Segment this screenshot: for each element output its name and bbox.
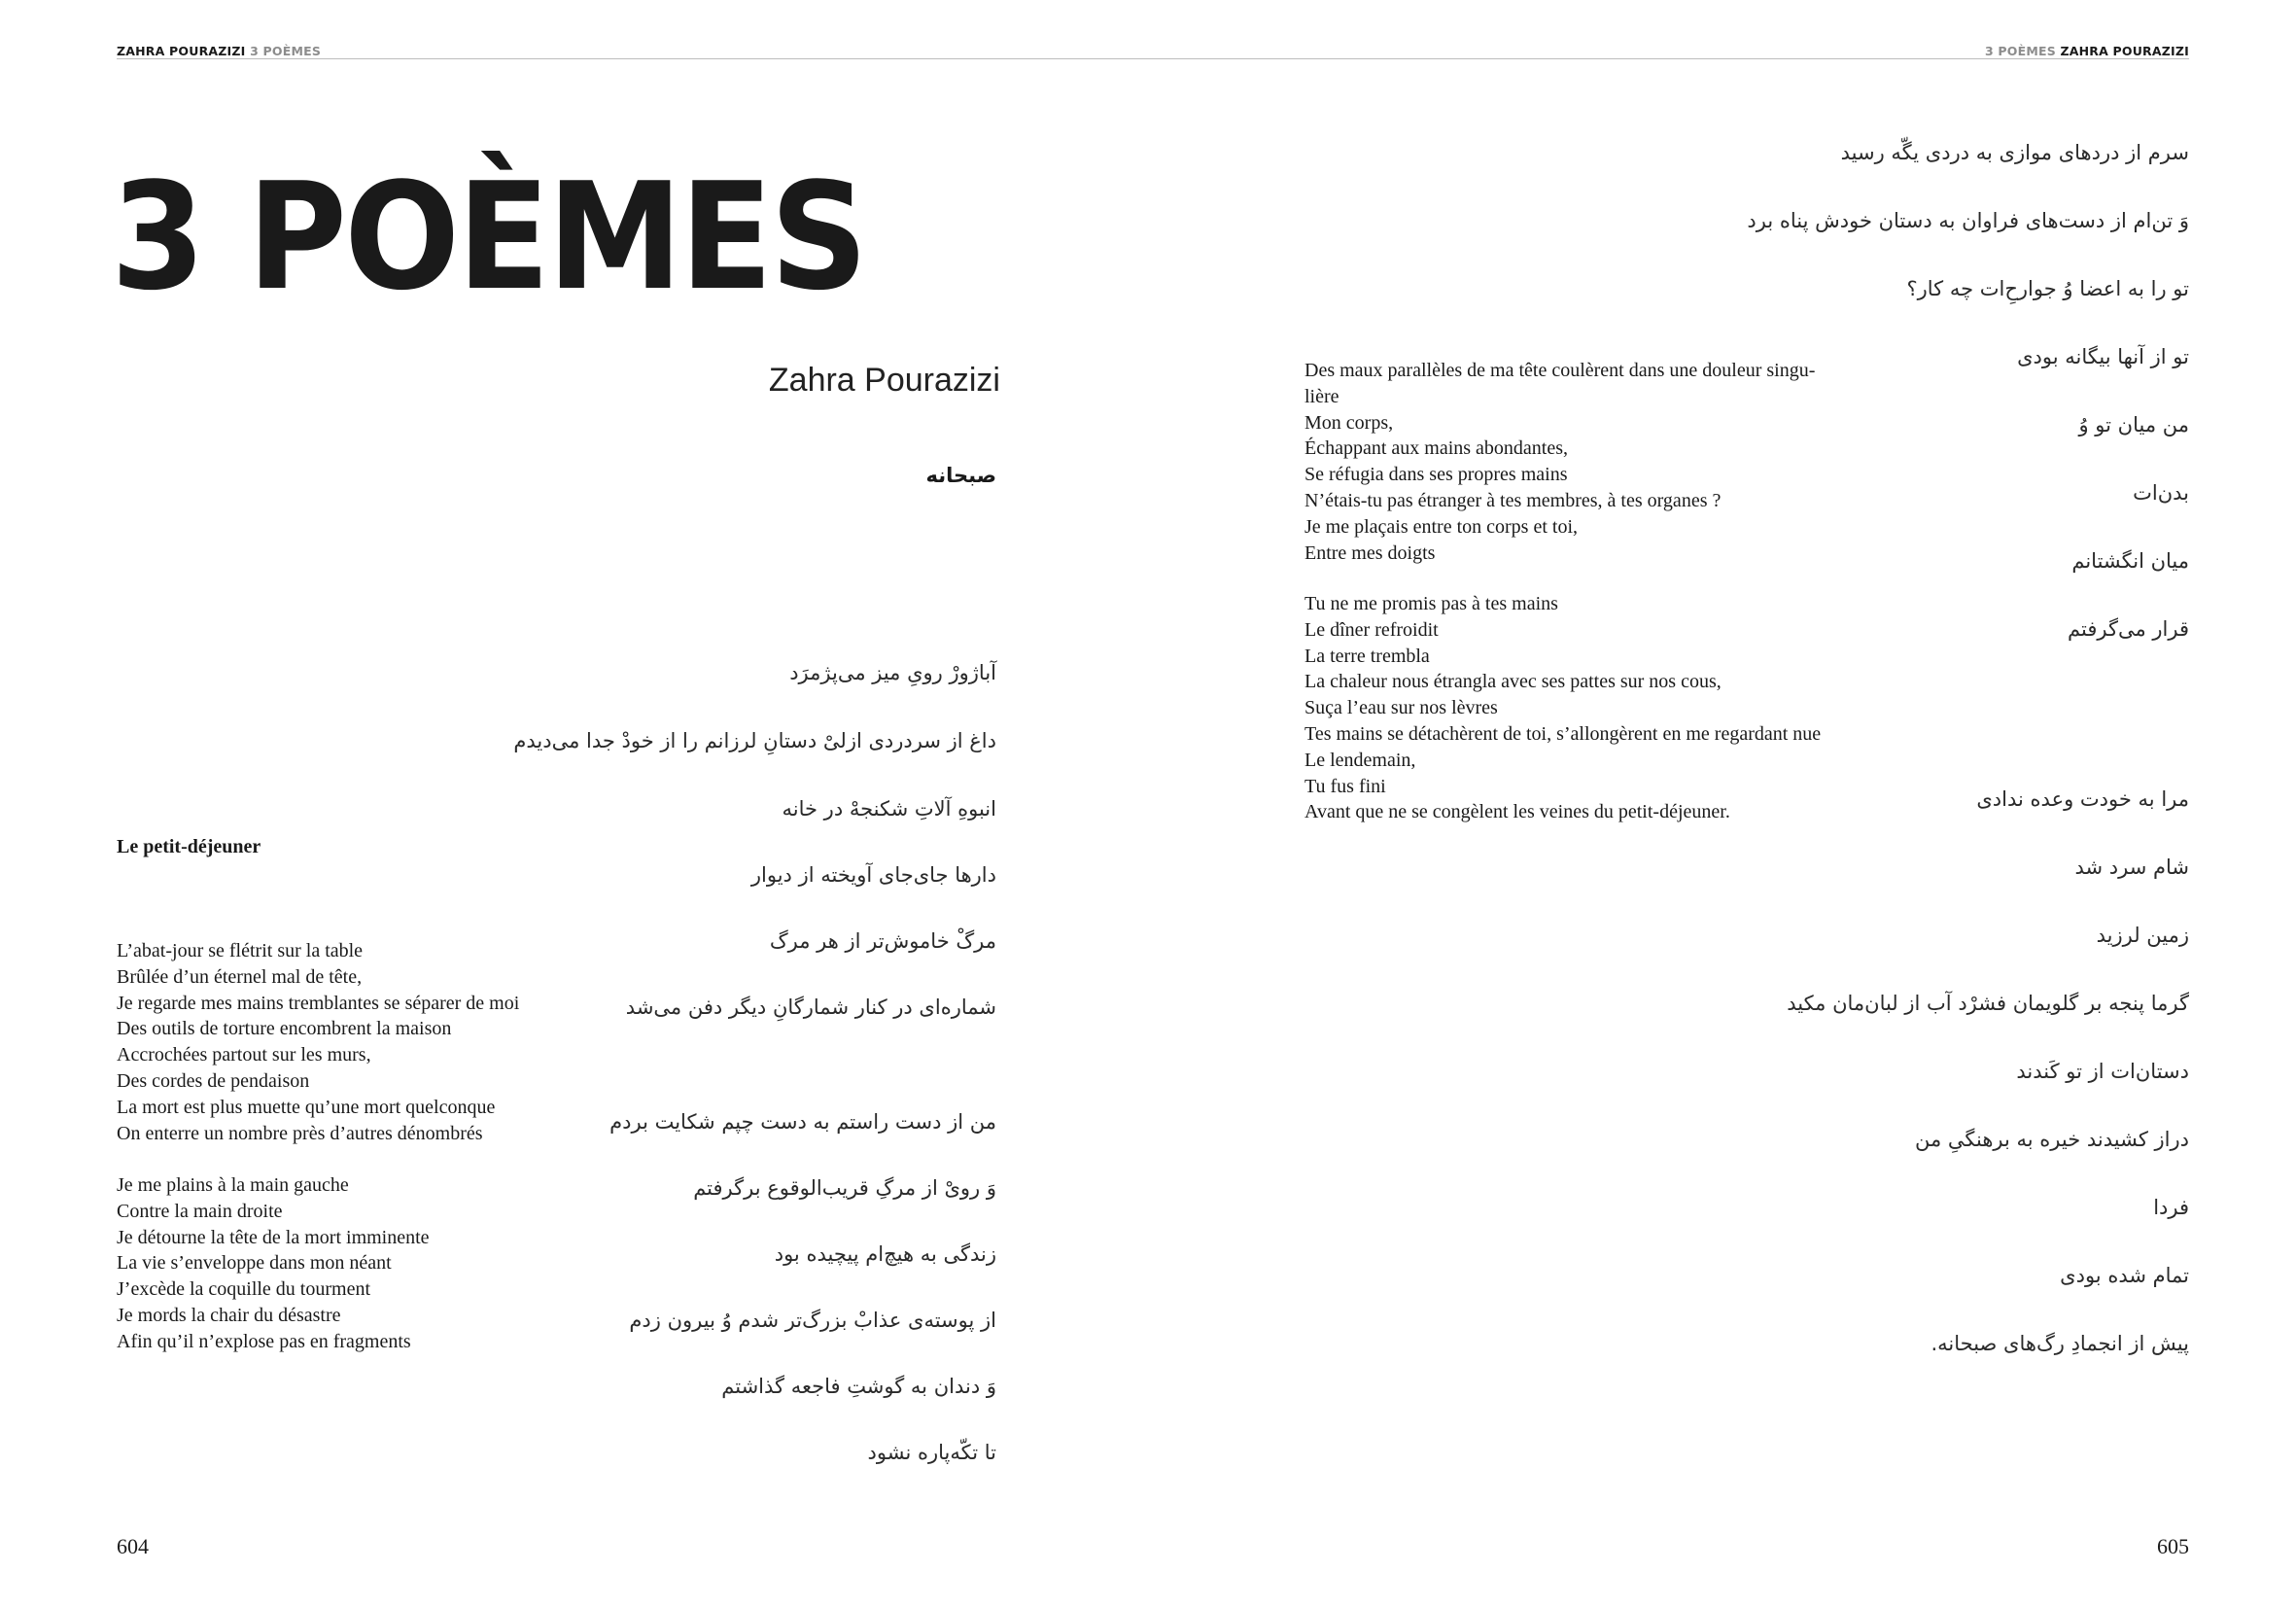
poem-line: Des cordes de pendaison <box>117 1069 310 1092</box>
persian-line: دراز کشیدند خیره به برهنگیِ من <box>1915 1128 2189 1151</box>
poem-line: Avant que ne se congèlent les veines du petit-déjeuner. <box>1305 801 1730 823</box>
poem-line: Accrochées partout sur les murs, <box>117 1044 371 1066</box>
poem-line: Se réfugia dans ses propres mains <box>1305 464 1568 486</box>
poem-line: Brûlée d’un éternel mal de tête, <box>117 965 363 988</box>
persian-line: مرگْ خاموش‌تر از هر مرگ <box>769 929 996 953</box>
running-head-author: ZAHRA POURAZIZI <box>117 44 246 58</box>
persian-line: من میان تو وُ <box>2078 413 2189 437</box>
poem-line: La vie s’enveloppe dans mon néant <box>117 1252 392 1275</box>
page-number-left: 604 <box>117 1534 149 1558</box>
persian-line: مرا به خودت وعده ندادی <box>1976 787 2189 811</box>
french-stanza-1 <box>117 938 519 1146</box>
poem-line: Suça l’eau sur nos lèvres <box>1305 697 1498 719</box>
header-rule-right <box>1148 58 2189 59</box>
persian-line: زمین لرزید <box>2096 924 2189 947</box>
persian-line: وَ دندان به گوشتِ فاجعه گذاشتم <box>721 1375 996 1398</box>
persian-line: وَ رویْ از مرگِ قریب‌الوقوع برگرفتم <box>693 1176 996 1200</box>
persian-line: انبوهِ آلاتِ شکنجهْ در خانه <box>782 797 996 821</box>
poem-line: Mon corps, <box>1305 411 1394 434</box>
poem-line: Le dîner refroidit <box>1305 618 1439 641</box>
persian-line: گرما پنجه بر گلویمان فشرْد آب از لبان‌مان مکید <box>1787 992 2189 1015</box>
poem-line: Échappant aux mains abondantes, <box>1305 437 1569 460</box>
right-page <box>1148 0 2296 1607</box>
persian-line: سرم از دردهای موازی به دردی یگّه رسید <box>1840 141 2189 164</box>
persian-poem-right-2 <box>1684 787 2189 1390</box>
page-title: 3 POÈMES <box>111 151 866 323</box>
persian-line: تمام شده بودی <box>2060 1264 2189 1287</box>
persian-line: شماره‌ای در کنار شمارگانِ دیگر دفن می‌شد <box>625 996 996 1019</box>
persian-line: من از دست راستم به دست چپم شکایت بردم <box>609 1110 996 1134</box>
poem-line: Je détourne la tête de la mort imminente <box>117 1226 430 1248</box>
running-head-left <box>117 44 321 59</box>
persian-line: پیش از انجمادِ رگ‌های صبحانه. <box>1931 1332 2189 1355</box>
persian-poem-right-1 <box>1684 141 2189 646</box>
poem-line: Tu ne me promis pas à tes mains <box>1305 593 1558 614</box>
poem-line: Je me plains à la main gauche <box>117 1174 349 1196</box>
header-rule-left <box>117 58 1148 59</box>
poem-line: lière <box>1305 385 1339 407</box>
persian-line: بدن‌ات <box>2133 481 2189 505</box>
persian-line: میان انگشتانم <box>2071 549 2189 573</box>
running-head-author: ZAHRA POURAZIZI <box>2060 44 2189 58</box>
poem-line: Des outils de torture encombrent la maison <box>117 1018 452 1040</box>
persian-line: تو از آنها بیگانه بودی <box>2017 345 2189 368</box>
persian-line: قرار می‌گرفتم <box>2068 617 2189 641</box>
poem-line: Le lendemain, <box>1305 749 1416 771</box>
running-head-right <box>1985 44 2189 59</box>
poem-line: La chaleur nous étrangla avec ses pattes sur nos cous, <box>1305 671 1722 693</box>
poem-line: Afin qu’il n’explose pas en fragments <box>117 1330 411 1352</box>
persian-line: داغ از سردردی ازلیْ دستانِ لرزانم را از خودْ جدا می‌دیدم <box>513 729 996 752</box>
poem-line: La terre trembla <box>1305 645 1430 667</box>
poem-line: Je me plaçais entre ton corps et toi, <box>1305 515 1579 538</box>
persian-line: تو را به اعضا وُ جوارحِ‌ات چه کار؟ <box>1906 277 2189 300</box>
poem-line: Tes mains se détachèrent de toi, s’allongèrent en me regardant nue <box>1305 722 1822 745</box>
poem-line: L’abat-jour se flétrit sur la table <box>117 940 364 961</box>
persian-line: شام سرد شد <box>2074 856 2189 879</box>
poem-line: Tu fus fini <box>1305 775 1386 797</box>
page-number-right: 605 <box>2157 1534 2189 1558</box>
poem-line: Entre mes doigts <box>1305 541 1436 564</box>
persian-poem-left <box>452 661 996 1478</box>
poem-line: Je mords la chair du désastre <box>117 1304 341 1326</box>
persian-line: فردا <box>2153 1196 2189 1219</box>
french-poem-title: Le petit-déjeuner <box>117 836 261 857</box>
persian-line: وَ تن‌ام از دست‌های فراوان به دستان خودش پناه برد <box>1747 209 2189 232</box>
persian-line: زندگی به هیچ‌ام پیچیده بود <box>774 1242 996 1266</box>
persian-line: دارها جای‌جای آویخته از دیوار <box>750 863 996 887</box>
poem-line: On enterre un nombre près d’autres dénombrés <box>117 1122 483 1144</box>
running-head-title: 3 POÈMES <box>250 44 322 58</box>
persian-line: از پوسته‌ی عذابْ بزرگ‌تر شدم وُ بیرون زدم <box>629 1309 996 1332</box>
poem-line: Des maux parallèles de ma tête coulèrent dans une douleur singu- <box>1305 360 1816 381</box>
poem-line: La mort est plus muette qu’une mort quelconque <box>117 1096 496 1118</box>
author-name: Zahra Pourazizi <box>768 362 1000 399</box>
poem-line: J’excède la coquille du tourment <box>117 1278 371 1301</box>
french-stanza-2 <box>117 1172 430 1355</box>
persian-line: تا تکّه‌پاره نشود <box>867 1441 996 1464</box>
poem-line: N’étais-tu pas étranger à tes membres, à tes organes ? <box>1305 489 1722 511</box>
running-head-title: 3 POÈMES <box>1984 44 2056 58</box>
poem-line: Je regarde mes mains tremblantes se séparer de moi <box>117 992 520 1014</box>
persian-line: آباژورْ رویِ میز می‌پژمرَد <box>789 661 996 684</box>
persian-poem-title: صبحانه <box>925 464 996 487</box>
poem-line: Contre la main droite <box>117 1200 283 1222</box>
persian-line: دستان‌ات از تو کَندند <box>2016 1060 2189 1083</box>
